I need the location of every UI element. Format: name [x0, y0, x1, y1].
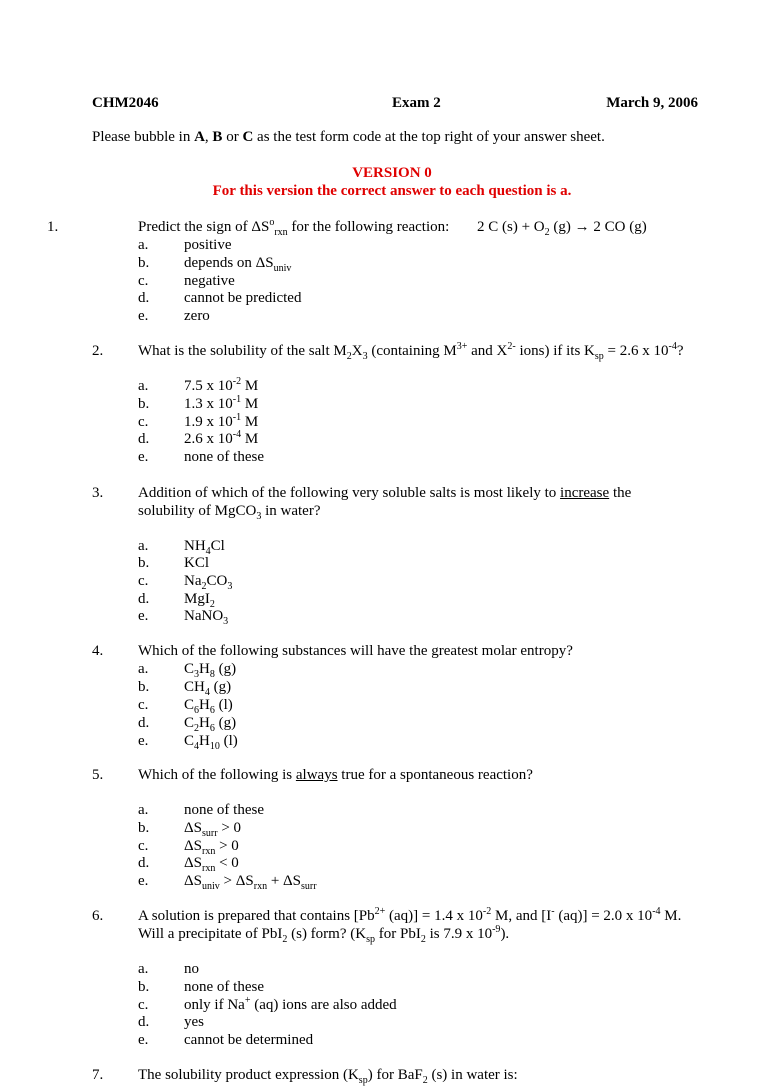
question-text: A solution is prepared that contains [$Pb^{2+}$ (aq)] = 1.4 x $10^{-2}$ M, and [I- (aq)] = 2.0 x $10^{-4}$ M. Will a precipitate of PbI$_2$ (s) form? ($K_{sp}$ for PbI$_2$ is 7.9 x $10^{-9}$). — [138, 906, 682, 945]
question-text: What is the solubility of the salt $M_2X_3$ (containing $M^{3+}$ and $X^{2-}$ ions) if its $K_{sp} = 2.6$ x $10^{-4}$? — [138, 341, 684, 362]
question-number: 1. — [47, 219, 59, 235]
question-number: 3. — [92, 485, 104, 501]
question-text: Predict the sign of $\Delta S^o_{rxn}$ for the following reaction: — [138, 217, 450, 238]
question-number: 6. — [92, 908, 104, 924]
course-code: CHM2046 — [92, 95, 159, 111]
question-number: 2. — [92, 343, 104, 359]
exam-date: March 9, 2006 — [606, 95, 698, 111]
version-banner — [0, 164, 784, 200]
exam-title: Exam 2 — [392, 95, 441, 111]
question-number: 7. — [92, 1067, 104, 1083]
version-note: For this version the correct answer to each question is a. — [212, 183, 572, 199]
question-text: The solubility product expression $(K_{sp})$ for BaF$_2$ (s) in water is: — [138, 1067, 518, 1086]
version-title: VERSION 0 — [352, 165, 432, 181]
reaction-equation: 2 C $(s) + O_2$ (g) → 2 CO (g) — [477, 219, 647, 238]
exam-header — [92, 94, 698, 112]
question-text: Which of the following substances will have the greatest molar entropy? — [138, 643, 573, 659]
question-number: 5. — [92, 767, 104, 783]
question-number: 4. — [92, 643, 104, 659]
instructions: Please bubble in A, B or C as the test form code at the top right of your answer sheet. — [92, 129, 605, 145]
question-text: Addition of which of the following very soluble salts is most likely to increase the solubility of MgCO$_3$ in water? — [138, 485, 632, 522]
question-text: Which of the following is always true for a spontaneous reaction? — [138, 767, 533, 783]
